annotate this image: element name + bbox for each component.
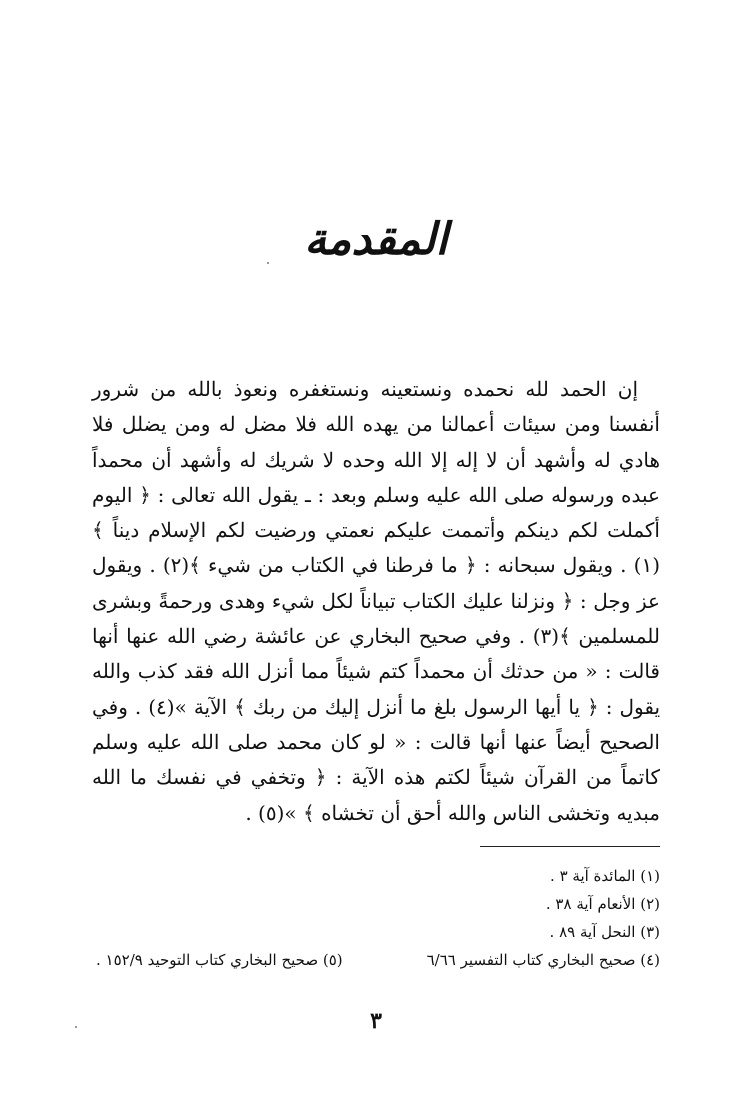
introduction-body: [92, 372, 660, 831]
scan-speck: [75, 1026, 77, 1028]
page-number: ٣: [370, 1008, 382, 1034]
scan-speck: [267, 262, 269, 264]
footnote-divider: [480, 846, 660, 847]
footnote-row: [96, 918, 660, 946]
footnote-2: (٢) الأنعام آية ٣٨ .: [545, 895, 660, 913]
footnote-1: (١) المائدة آية ٣ .: [550, 867, 660, 885]
footnote-4: (٤) صحيح البخاري كتاب التفسير ٦/٦٦: [426, 951, 660, 969]
footnote-3: (٣) النحل آية ٨٩ .: [549, 923, 660, 941]
footnote-row: [96, 862, 660, 890]
body-paragraph: إن الحمد لله نحمده ونستعينه ونستغفره ونعوذ بالله من شرور أنفسنا ومن سيئات أعمالنا من يهده الله فلا مضل له ومن يضلل فلا هادي له وأشهد أن لا إله إلا الله وحده لا شريك له وأشهد أن محمداً عبده ورسوله صلى الله عليه وسلم وبعد : ـ يقول الله تعالى : ﴿ اليوم أكملت لكم دينكم وأتممت عليكم نعمتي ورضيت لكم الإسلام ديناً ﴾(١) . ويقول سبحانه : ﴿ ما فرطنا في الكتاب من شيء ﴾(٢) . ويقول عز وجل : ﴿ ونزلنا عليك الكتاب تبياناً لكل شيء وهدى ورحمةً وبشرى للمسلمين ﴾(٣) . وفي صحيح البخاري عن عائشة رضي الله عنها أنها قالت : « من حدثك أن محمداً كتم شيئاً مما أنزل الله فقد كذب والله يقول : ﴿ يا أيها الرسول بلغ ما أنزل إليك من ربك ﴾ الآية »(٤) . وفي الصحيح أيضاً عنها أنها قالت : « لو كان محمد صلى الله عليه وسلم كاتماً من القرآن شيئاً لكتم هذه الآية : ﴿ وتخفي في نفسك ما الله مبديه وتخشى الناس والله أحق أن تخشاه ﴾ »(٥) .: [92, 377, 661, 825]
page-title: المقدمة: [304, 214, 448, 265]
footnote-row: [96, 946, 660, 974]
footnote-5: (٥) صحيح البخاري كتاب التوحيد ١٥٢/٩ .: [96, 951, 343, 969]
footnote-row: [96, 890, 660, 918]
footnotes: [96, 862, 660, 974]
